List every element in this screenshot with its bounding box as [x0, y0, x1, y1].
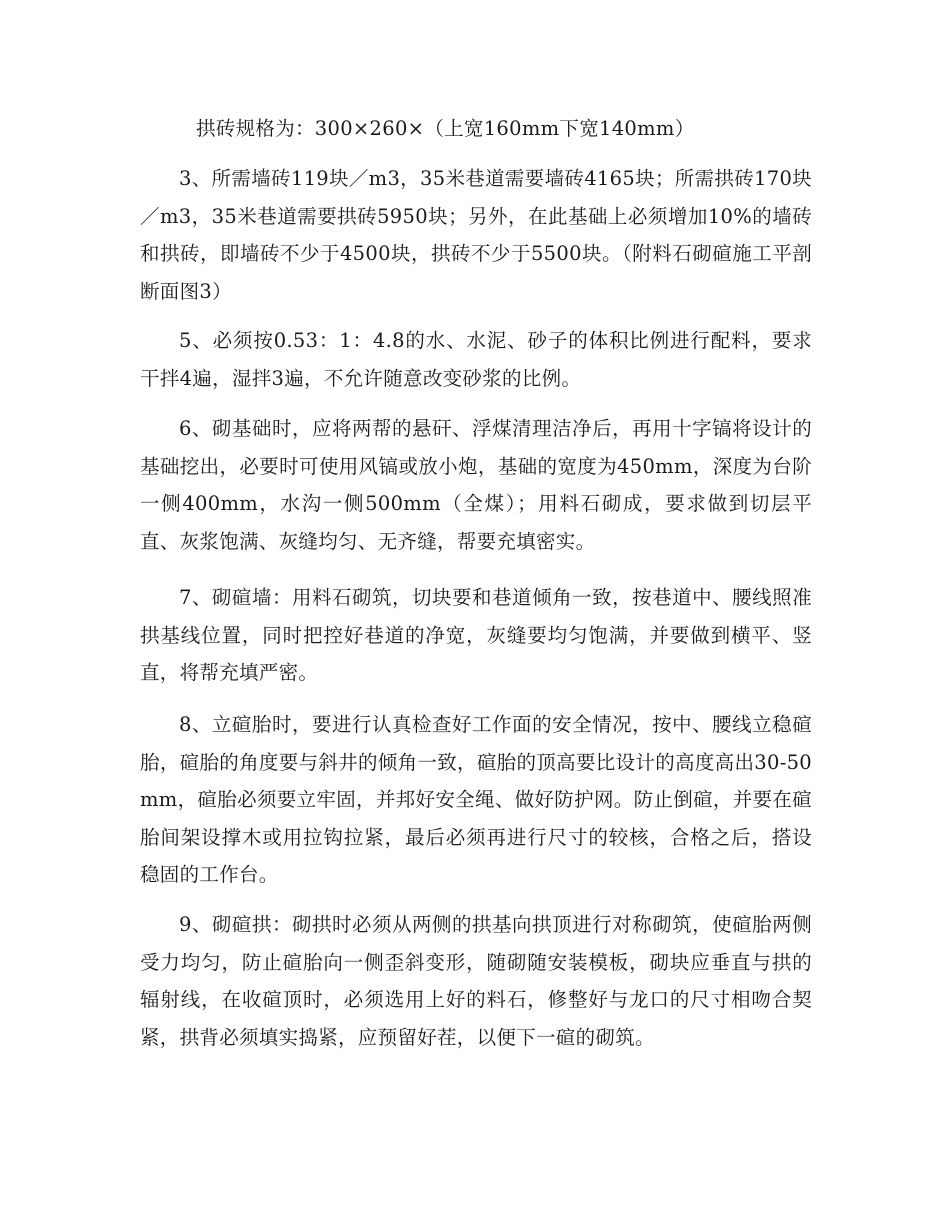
paragraph-wall-masonry: 7、砌碹墙：用料石砌筑，切块要和巷道倾角一致，按巷道中、腰线照准拱基线位置，同时把控好巷道的净宽，灰缝要均匀饱满，并要做到横平、竖直，将帮充填严密。 [140, 586, 812, 684]
paragraph-arch-brick-spec: 拱砖规格为：300×260×（上宽160mm下宽140mm） [196, 117, 695, 140]
paragraph-foundation: 6、砌基础时，应将两帮的悬矸、浮煤清理洁净后，再用十字镐将设计的基础挖出，必要时可使用风镐或放小炮，基础的宽度为450mm，深度为台阶一侧400mm，水沟一侧500mm（全煤）；用料石砌成，要求做到切层平直、灰浆饱满、灰缝均匀、无齐缝，帮要充填密实。 [140, 417, 812, 553]
paragraph-arch-masonry: 9、砌碹拱：砌拱时必须从两侧的拱基向拱顶进行对称砌筑，使碹胎两侧受力均匀，防止碹胎向一侧歪斜变形，随砌随安装模板，砌块应垂直与拱的辐射线，在收碹顶时，必须选用上好的料石，修整好与龙口的尺寸相吻合契紧，拱背必须填实捣紧，应预留好茬，以便下一碹的砌筑。 [140, 913, 812, 1049]
paragraph-mortar-ratio: 5、必须按0.53：1：4.8的水、水泥、砂子的体积比例进行配料，要求干拌4遍，湿拌3遍，不允许随意改变砂浆的比例。 [140, 329, 812, 390]
paragraph-brick-quantity: 3、所需墙砖119块／m3，35米巷道需要墙砖4165块；所需拱砖170块／m3，35米巷道需要拱砖5950块；另外，在此基础上必须增加10%的墙砖和拱砖，即墙砖不少于4500块，拱砖不少于5500块。（附料石砌碹施工平剖断面图3） [140, 167, 812, 303]
paragraph-arch-frame: 8、立碹胎时，要进行认真检查好工作面的安全情况，按中、腰线立稳碹胎，碹胎的角度要与斜井的倾角一致，碹胎的顶高要比设计的高度高出30-50mm，碹胎必须要立牢固，并邦好安全绳、做好防护网。防止倒碹，并要在碹胎间架设撑木或用拉钩拉紧，最后必须再进行尺寸的较核，合格之后，搭设稳固的工作台。 [140, 713, 812, 886]
